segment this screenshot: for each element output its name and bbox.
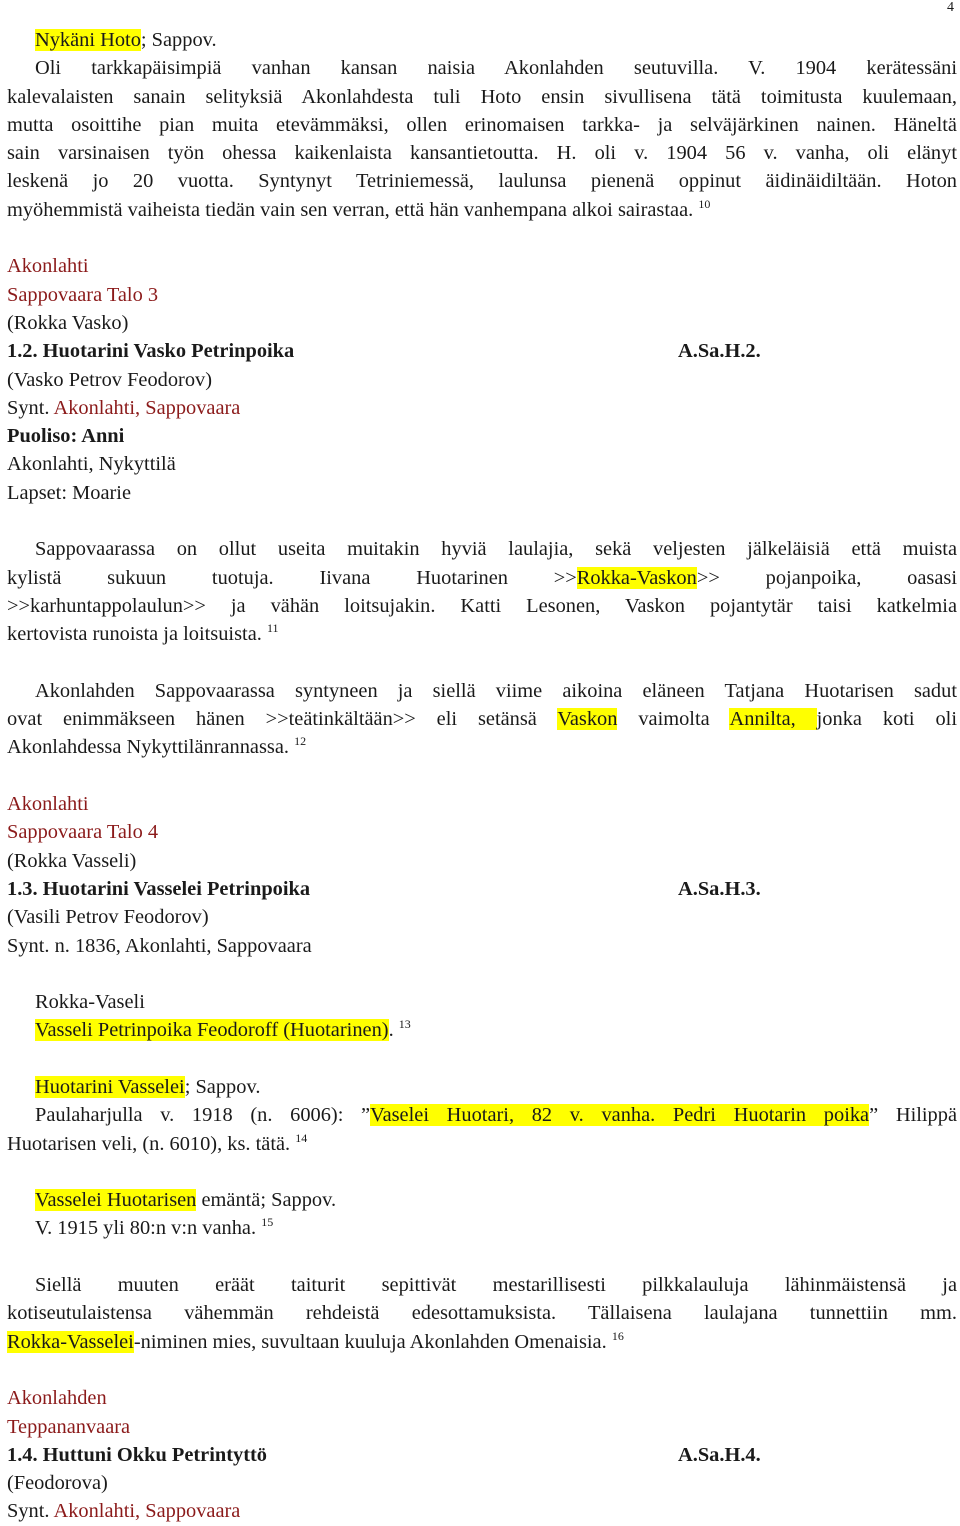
- entry2-nickname: (Rokka Vasseli): [7, 849, 137, 872]
- entry1-children: Lapset: Moarie: [7, 481, 131, 504]
- footnote-ref-10[interactable]: 10: [698, 196, 711, 211]
- entry3-code: A.Sa.H.4.: [678, 1443, 761, 1466]
- taiturit-line-2: kotiseutulaistensa vähemmän rehdeistä edesottamuksista. Tällaisena laulajana tunnettiin mm.: [7, 1302, 957, 1325]
- highlight-vaskon: Vaskon: [557, 708, 618, 731]
- rokka-vaseli-line-1: Rokka-Vaseli: [35, 991, 145, 1014]
- footnote-ref-15[interactable]: 15: [261, 1215, 274, 1230]
- footnote-ref-16[interactable]: 16: [611, 1328, 624, 1343]
- highlight-vasseli-petrinpoika: Vasseli Petrinpoika Feodoroff (Huotarinen): [35, 1019, 389, 1042]
- hoto-line-5: sain varsinaisen työn ohessa kaikenlaista kansantietoutta. H. oli v. 1904 56 v. vanha, oli elänyt: [7, 142, 957, 165]
- sappovaara-line-2: kylistä sukuun tuotuja. Iivana Huotarinen >>Rokka-Vaskon>> pojanpoika, oasasi: [7, 566, 957, 589]
- entry3-name-row: [7, 1441, 957, 1469]
- rokka-vaseli-line-2: Vasseli Petrinpoika Feodoroff (Huotarinen). $^{13}$: [35, 1017, 411, 1042]
- highlight-vasselei-huotarisen: Vasselei Huotarisen: [35, 1189, 197, 1212]
- entry2-village: Akonlahti: [7, 793, 89, 816]
- entry1-house: Sappovaara Talo 3: [7, 283, 159, 306]
- entry2-name-row: [7, 875, 957, 903]
- hoto-heading: Nykäni Hoto; Sappov.: [35, 29, 217, 51]
- entry1-born: Synt. Akonlahti, Sappovaara: [7, 396, 241, 419]
- hoto-line-6: leskenä jo 20 vuotta. Syntynyt Tetriniemessä, laulunsa pienenä oppinut äidinäidiltään. Hoton: [7, 170, 957, 193]
- taiturit-line-3: Rokka-Vasselei-niminen mies, suvultaan kuuluja Akonlahden Omenaisia. $^{16}$: [7, 1328, 624, 1353]
- emanta-line-2: V. 1915 yli 80:n v:n vanha. $^{15}$: [35, 1215, 274, 1240]
- entry2-russian: (Vasili Petrov Feodorov): [7, 906, 209, 929]
- entry1-name: 1.2. Huotarini Vasko Petrinpoika: [7, 340, 295, 363]
- highlight-huotarini-vasselei: Huotarini Vasselei: [35, 1075, 185, 1098]
- hoto-line-3: kalevalaisten sanain selityksiä Akonlahdesta tuli Hoto ensin sivullisena tätä toimitusta kuulemaan,: [7, 85, 957, 108]
- footnote-ref-14[interactable]: 14: [295, 1130, 308, 1145]
- page-number: 4: [947, 0, 954, 15]
- entry1-spouse-place: Akonlahti, Nykyttilä: [7, 453, 176, 476]
- entry2-house: Sappovaara Talo 4: [7, 821, 159, 844]
- entry1-spouse: Puoliso: Anni: [7, 425, 125, 448]
- entry1-russian: (Vasko Petrov Feodorov): [7, 368, 213, 391]
- entry1-code: A.Sa.H.2.: [678, 340, 761, 363]
- document-body: [7, 26, 957, 1526]
- entry3-russian: (Feodorova): [7, 1472, 108, 1495]
- tatjana-line-2: ovat enimmäkseen hänen >>teätinkältään>> eli setänsä Vaskon vaimolta Annilta, jonka koti oli: [7, 708, 957, 731]
- highlight-vaselei-huotari: Vaselei Huotari, 82 v. vanha. Pedri Huotarin poika: [370, 1104, 870, 1127]
- entry3-name: 1.4. Huttuni Okku Petrintyttö: [7, 1443, 268, 1466]
- tatjana-line-3: Akonlahdessa Nykyttilänrannassa. $^{12}$: [7, 734, 307, 759]
- highlight-hoto: Nykäni Hoto: [35, 29, 141, 51]
- vasselei-line-2: Paulaharjulla v. 1918 (n. 6006): ”Vaselei Huotari, 82 v. vanha. Pedri Huotarin poika” Hilippä: [35, 1104, 957, 1127]
- entry1-name-row: [7, 337, 957, 365]
- tatjana-line-1: Akonlahden Sappovaarassa syntyneen ja siellä viime aikoina eläneen Tatjana Huotarisen sadut: [35, 679, 957, 702]
- entry3-village: Akonlahden: [7, 1387, 107, 1410]
- entry3-house: Teppananvaara: [7, 1415, 131, 1438]
- entry1-village: Akonlahti: [7, 255, 89, 278]
- hoto-line-4: mutta osoittihe pian muita etevämmäksi, ollen erinomaisen tarkka- ja selväjärkinen nainen. Häneltä: [7, 113, 957, 136]
- hoto-line-7: myöhemmistä vaiheista tiedän vain sen verran, että hän vanhempana alkoi sairastaa. $^{10}$: [7, 196, 711, 221]
- entry1-nickname: (Rokka Vasko): [7, 311, 129, 334]
- sappovaara-line-4: kertovista runoista ja loitsuista. $^{11}$: [7, 621, 279, 646]
- footnote-ref-13[interactable]: 13: [398, 1017, 411, 1032]
- entry3-born: Synt. Akonlahti, Sappovaara: [7, 1500, 241, 1523]
- highlight-rokka-vasselei: Rokka-Vasselei: [7, 1330, 134, 1353]
- entry2-code: A.Sa.H.3.: [678, 877, 761, 900]
- sappovaara-line-1: Sappovaarassa on ollut useita muitakin hyviä laulajia, sekä veljesten jälkeläisiä että muista: [35, 538, 957, 561]
- sappovaara-line-3: >>karhuntappolaulun>> ja vähän loitsujakin. Katti Lesonen, Vaskon pojantytär taisi katkelmia: [7, 594, 957, 617]
- taiturit-line-1: Siellä muuten eräät taiturit sepittivät mestarillisesti pilkkalauluja lähinmäistensä ja: [35, 1274, 957, 1297]
- highlight-rokka-vaskon: Rokka-Vaskon: [576, 566, 697, 589]
- emanta-heading: Vasselei Huotarisen emäntä; Sappov.: [35, 1189, 337, 1212]
- hoto-line-2: Oli tarkkapäisimpiä vanhan kansan naisia Akonlahden seutuvilla. V. 1904 kerätessäni: [35, 57, 957, 80]
- vasselei-line-3: Huotarisen veli, (n. 6010), ks. tätä. $^{14}$: [7, 1130, 308, 1155]
- footnote-ref-12[interactable]: 12: [294, 734, 307, 749]
- footnote-ref-11[interactable]: 11: [266, 621, 279, 636]
- vasselei-heading: Huotarini Vasselei; Sappov.: [35, 1075, 261, 1098]
- entry2-born: Synt. n. 1836, Akonlahti, Sappovaara: [7, 934, 312, 957]
- entry2-name: 1.3. Huotarini Vasselei Petrinpoika: [7, 877, 311, 900]
- highlight-annilta: Annilta,: [729, 708, 817, 731]
